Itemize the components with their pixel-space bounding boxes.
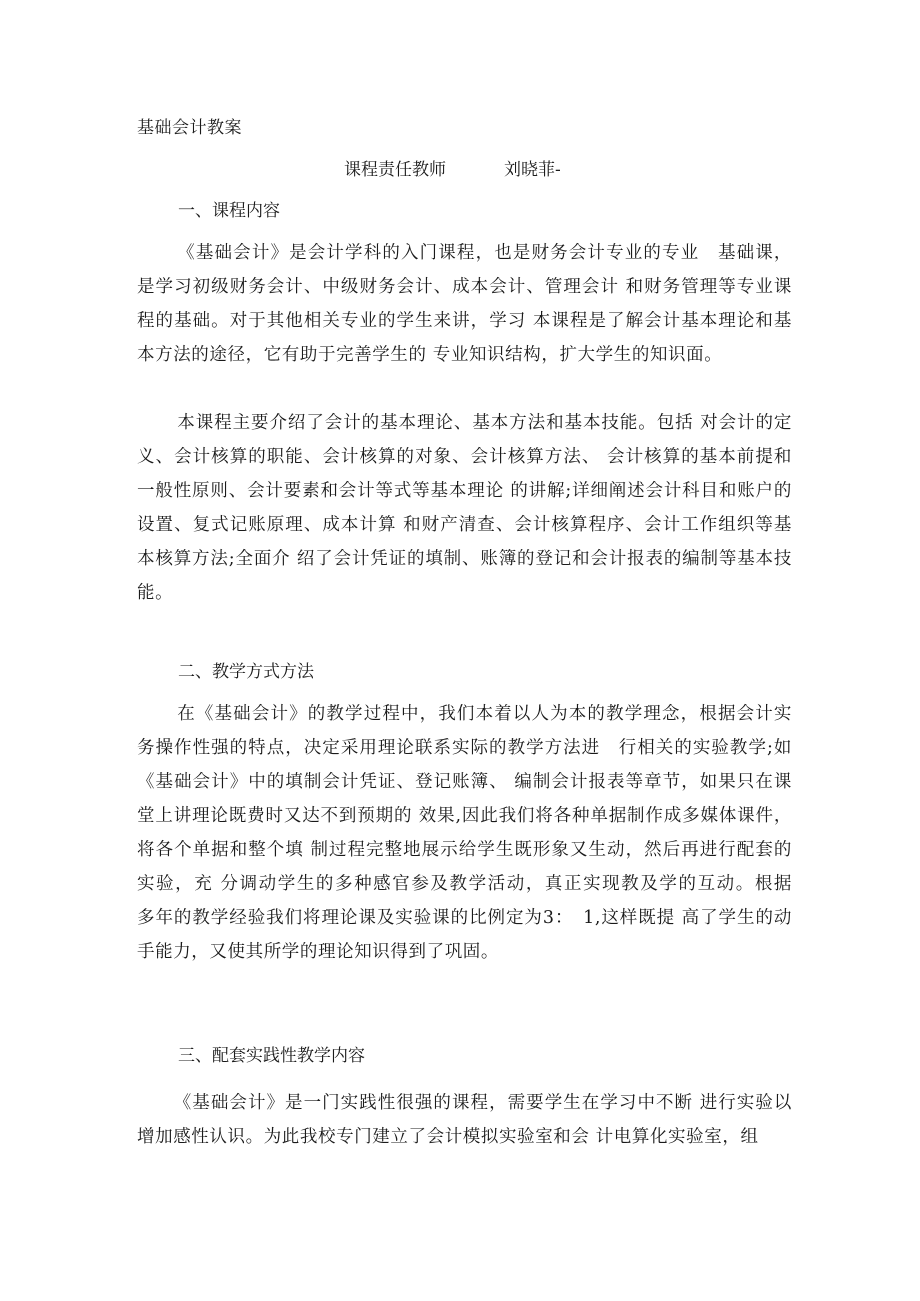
document-title: 基础会计教案 [137, 118, 242, 138]
paragraph: 本课程主要介绍了会计的基本理论、基本方法和基本技能。包括 对会计的定义、会计核算的职能、会计核算的对象、会计核算方法、 会计核算的基本前提和一般性原则、会计要素和会计等式等基本理论 的讲解;详细阐述会计科目和账户的设置、复式记账原理、成本计算 和财产清查、会计核算程序、会计工作组织等基本核算方法;全面介 绍了会计凭证的填制、账簿的登记和会计报表的编制等基本技能。 [137, 413, 792, 603]
section-heading-course-content: 一、课程内容 [178, 201, 280, 221]
teacher-line [344, 158, 561, 182]
teacher-name: 刘晓菲- [504, 160, 561, 180]
teacher-label: 课程责任教师 [344, 160, 446, 180]
section-heading-practical-content: 三、配套实践性教学内容 [178, 1046, 365, 1066]
paragraph: 在《基础会计》的教学过程中，我们本着以人为本的教学理念，根据会计实务操作性强的特点，决定采用理论联系实际的教学方法进 行相关的实验教学;如《基础会计》中的填制会计凭证、登记账簿、 编制会计报表等章节，如果只在课堂上讲理论既费时又达不到预期的 效果,因此我们将各种单据制作成多媒体课件，将各个单据和整个填 制过程完整地展示给学生既形象又生动，然后再进行配套的实验，充 分调动学生的多种感官参及教学活动，真正实现教及学的互动。根据 多年的教学经验我们将理论课及实验课的比例定为3： 1,这样既提 高了学生的动手能力，又使其所学的理论知识得到了巩固。 [137, 704, 811, 962]
paragraph: 《基础会计》是会计学科的入门课程，也是财务会计专业的专业 基础课，是学习初级财务会计、中级财务会计、成本会计、管理会计 和财务管理等专业课程的基础。对于其他相关专业的学生来讲，学习 本课程是了解会计基本理论和基本方法的途径，它有助于完善学生的 专业知识结构，扩大学生的知识面。 [137, 243, 792, 365]
section-heading-teaching-methods: 二、教学方式方法 [178, 662, 314, 682]
paragraph: 《基础会计》是一门实践性很强的课程，需要学生在学习中不断 进行实验以增加感性认识。为此我校专门建立了会计模拟实验室和会 计电算化实验室，组 [137, 1093, 792, 1147]
